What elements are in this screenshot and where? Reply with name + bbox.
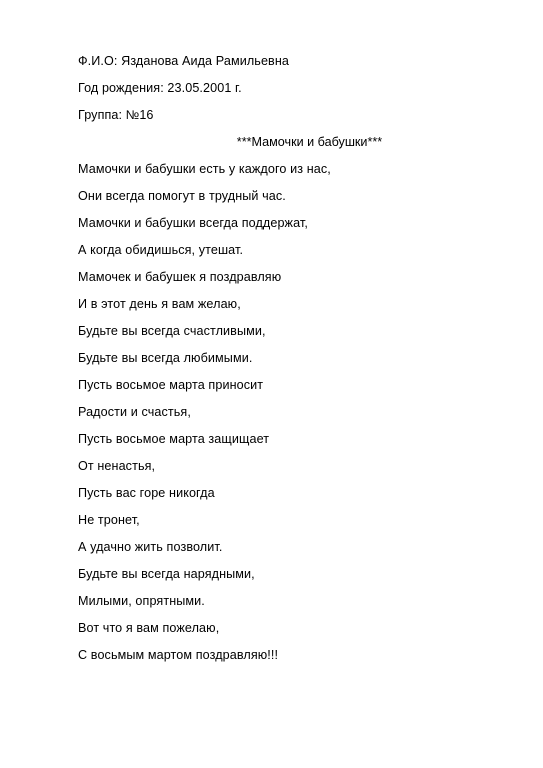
poem-line: Радости и счастья, <box>78 405 191 419</box>
poem-line: И в этот день я вам желаю, <box>78 297 241 311</box>
poem-line: Милыми, опрятными. <box>78 594 205 608</box>
birth-date: Год рождения: 23.05.2001 г. <box>78 81 242 95</box>
author-name: Ф.И.О: Язданова Аида Рамильевна <box>78 54 290 68</box>
poem-title: ***Мамочки и бабушки*** <box>236 135 383 149</box>
poem-line: Мамочки и бабушки есть у каждого из нас, <box>78 162 331 176</box>
poem-line: А когда обидишься, утешат. <box>78 243 244 257</box>
poem-line: Вот что я вам пожелаю, <box>78 621 220 635</box>
poem-line: Не тронет, <box>78 513 140 527</box>
poem-line: Мамочек и бабушек я поздравляю <box>78 270 282 284</box>
poem-line: От ненастья, <box>78 459 156 473</box>
poem-line: Будьте вы всегда нарядными, <box>78 567 255 581</box>
poem-line: Будьте вы всегда счастливыми, <box>78 324 266 338</box>
poem-line: С восьмым мартом поздравляю!!! <box>78 648 279 662</box>
poem-line: Пусть восьмое марта приносит <box>78 378 264 392</box>
group-number: Группа: №16 <box>78 108 154 122</box>
poem-line: Они всегда помогут в трудный час. <box>78 189 286 203</box>
poem-line: А удачно жить позволит. <box>78 540 223 554</box>
poem-line: Мамочки и бабушки всегда поддержат, <box>78 216 308 230</box>
poem-line: Будьте вы всегда любимыми. <box>78 351 253 365</box>
poem-line: Пусть восьмое марта защищает <box>78 432 270 446</box>
poem-line: Пусть вас горе никогда <box>78 486 215 500</box>
